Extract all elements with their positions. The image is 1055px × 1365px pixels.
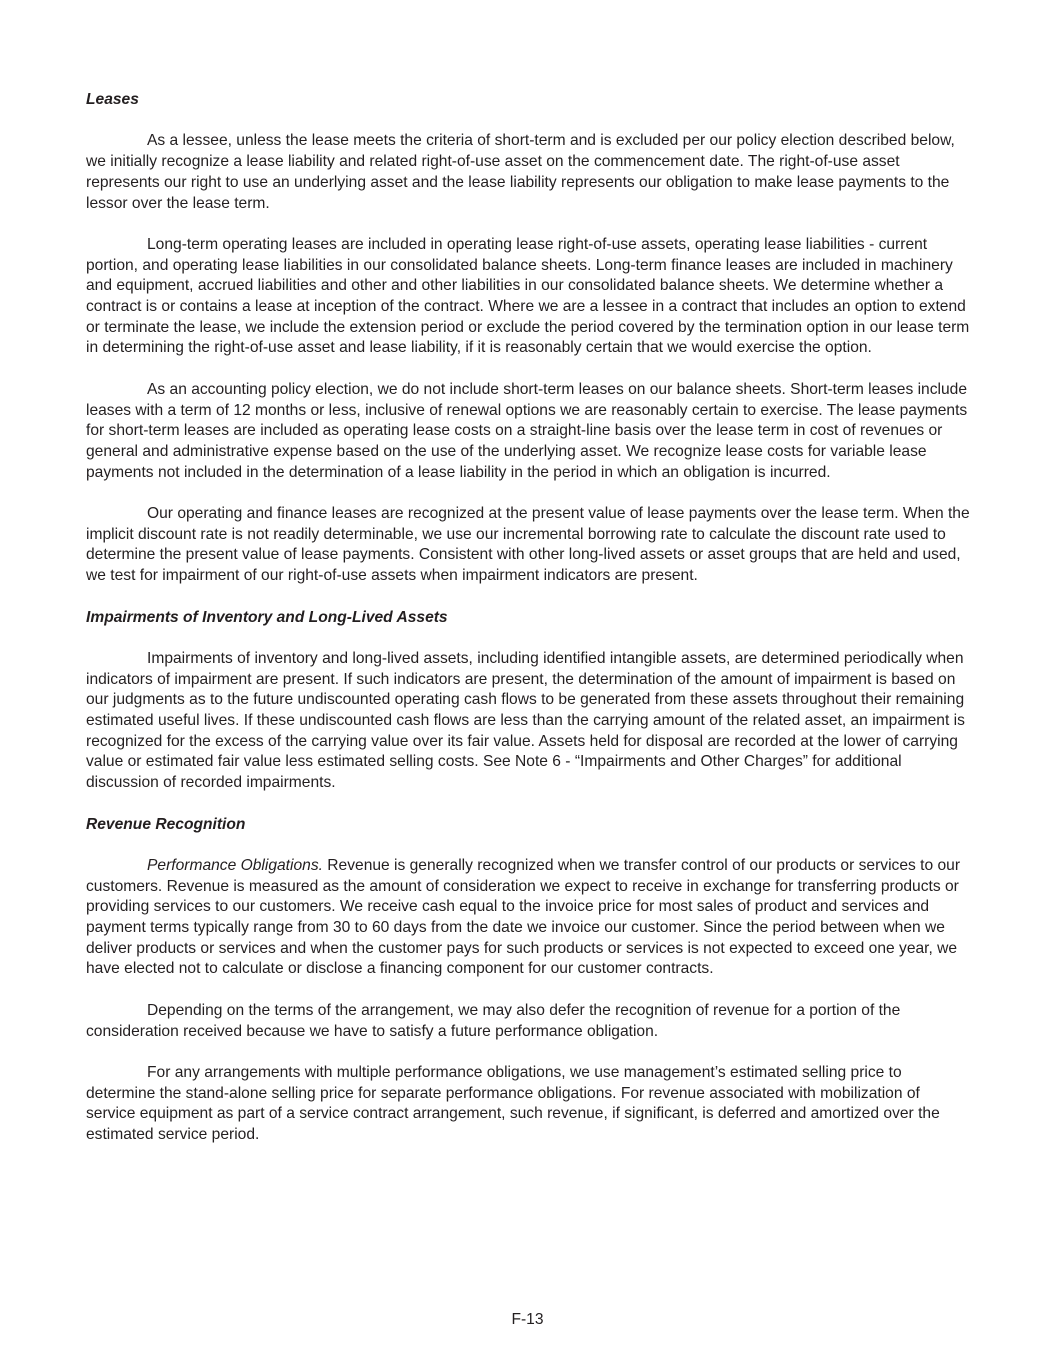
paragraph-text: As a lessee, unless the lease meets the criteria of short-term and is excluded per our policy election described below, we initially recognize a lease liability and related right-of-use asset on the commencement date. The right-of-use asset represents our right to use an underlying asset and the lease liability represents our obligation to make lease payments to the lessor over the lease term. xyxy=(86,132,955,212)
paragraph-text: Depending on the terms of the arrangement, we may also defer the recognition of revenue for a portion of the consideration received because we have to satisfy a future performance obligation. xyxy=(86,1001,901,1040)
section-heading: Leases xyxy=(86,91,139,108)
paragraph xyxy=(86,131,970,214)
paragraph xyxy=(86,649,970,794)
paragraph-lead: Performance Obligations. xyxy=(147,856,323,874)
paragraph xyxy=(86,1001,970,1042)
section-impairments xyxy=(86,608,970,794)
section-revenue-recognition xyxy=(86,815,970,1146)
paragraph-text: Long-term operating leases are included in operating lease right-of-use assets, operating lease liabilities - current portion, and operating lease liabilities in our consolidated balance sheets. Long-term finance leases are included in machinery and equipment, accrued liabilities and other and other liabilities in our consolidated balance sheets. We determine whether a contract is or contains a lease at inception of the contract. Where we are a lessee in a contract that includes an option to extend or terminate the lease, we include the extension period or exclude the period covered by the termination option in our lease term in determining the right-of-use asset and lease liability, if it is reasonably certain that we would exercise the option. xyxy=(86,235,970,357)
paragraph-text: Impairments of inventory and long-lived assets, including identified intangible assets, are determined periodically when indicators of impairment are present. If such indicators are present, the determination of the amount of impairment is based on our judgments as to the future undiscounted operating cash flows to be generated from these assets throughout their remaining estimated useful lives. If these undiscounted cash flows are less than the carrying amount of the related asset, an impairment is recognized for the excess of the carrying value over its fair value. Assets held for disposal are recorded at the lower of carrying value or estimated fair value less estimated selling costs. See Note 6 - “Impairments and Other Charges” for additional discussion of recorded impairments. xyxy=(86,649,965,792)
page-number: F-13 xyxy=(511,1311,544,1328)
paragraph-text: As an accounting policy election, we do not include short-term leases on our balance sheets. Short-term leases include leases with a term of 12 months or less, inclusive of renewal options we are reasonably certain to exercise. The lease payments for short-term leases are included as operating lease costs on a straight-line basis over the lease term in cost of revenues or general and administrative expense based on the use of the underlying asset. We recognize lease costs for variable lease payments not included in the determination of a lease liability in the period in which an obligation is incurred. xyxy=(86,380,968,481)
paragraph-text: Revenue is generally recognized when we transfer control of our products or services to our customers. Revenue is measured as the amount of consideration we expect to receive in exchange for transferring products or providing services to our customers. We receive cash equal to the invoice price for most sales of product and services and payment terms typically range from 30 to 60 days from the date we invoice our customer. Since the period between when we deliver products or services and when the customer pays for such products or services is not expected to exceed one year, we have elected not to calculate or disclose a financing component for our customer contracts. xyxy=(86,856,961,978)
paragraph xyxy=(86,504,970,587)
document-page xyxy=(86,90,970,1166)
paragraph xyxy=(86,856,970,980)
section-heading: Revenue Recognition xyxy=(86,815,246,833)
section-heading: Impairments of Inventory and Long-Lived Assets xyxy=(86,608,448,626)
section-leases xyxy=(86,90,970,587)
paragraph-text: For any arrangements with multiple performance obligations, we use management’s estimated selling price to determine the stand-alone selling price for separate performance obligations. For revenue associated with mobilization of service equipment as part of a service contract arrangement, such revenue, if significant, is deferred and amortized over the estimated service period. xyxy=(86,1063,940,1143)
paragraph xyxy=(86,235,970,359)
paragraph-text: Our operating and finance leases are recognized at the present value of lease payments over the lease term. When the implicit discount rate is not readily determinable, we use our incremental borrowing rate to calculate the discount rate used to determine the present value of lease payments. Consistent with other long-lived assets or asset groups that are held and used, we test for impairment of our right-of-use assets when impairment indicators are present. xyxy=(86,505,970,585)
paragraph xyxy=(86,1063,970,1146)
paragraph xyxy=(86,380,970,484)
